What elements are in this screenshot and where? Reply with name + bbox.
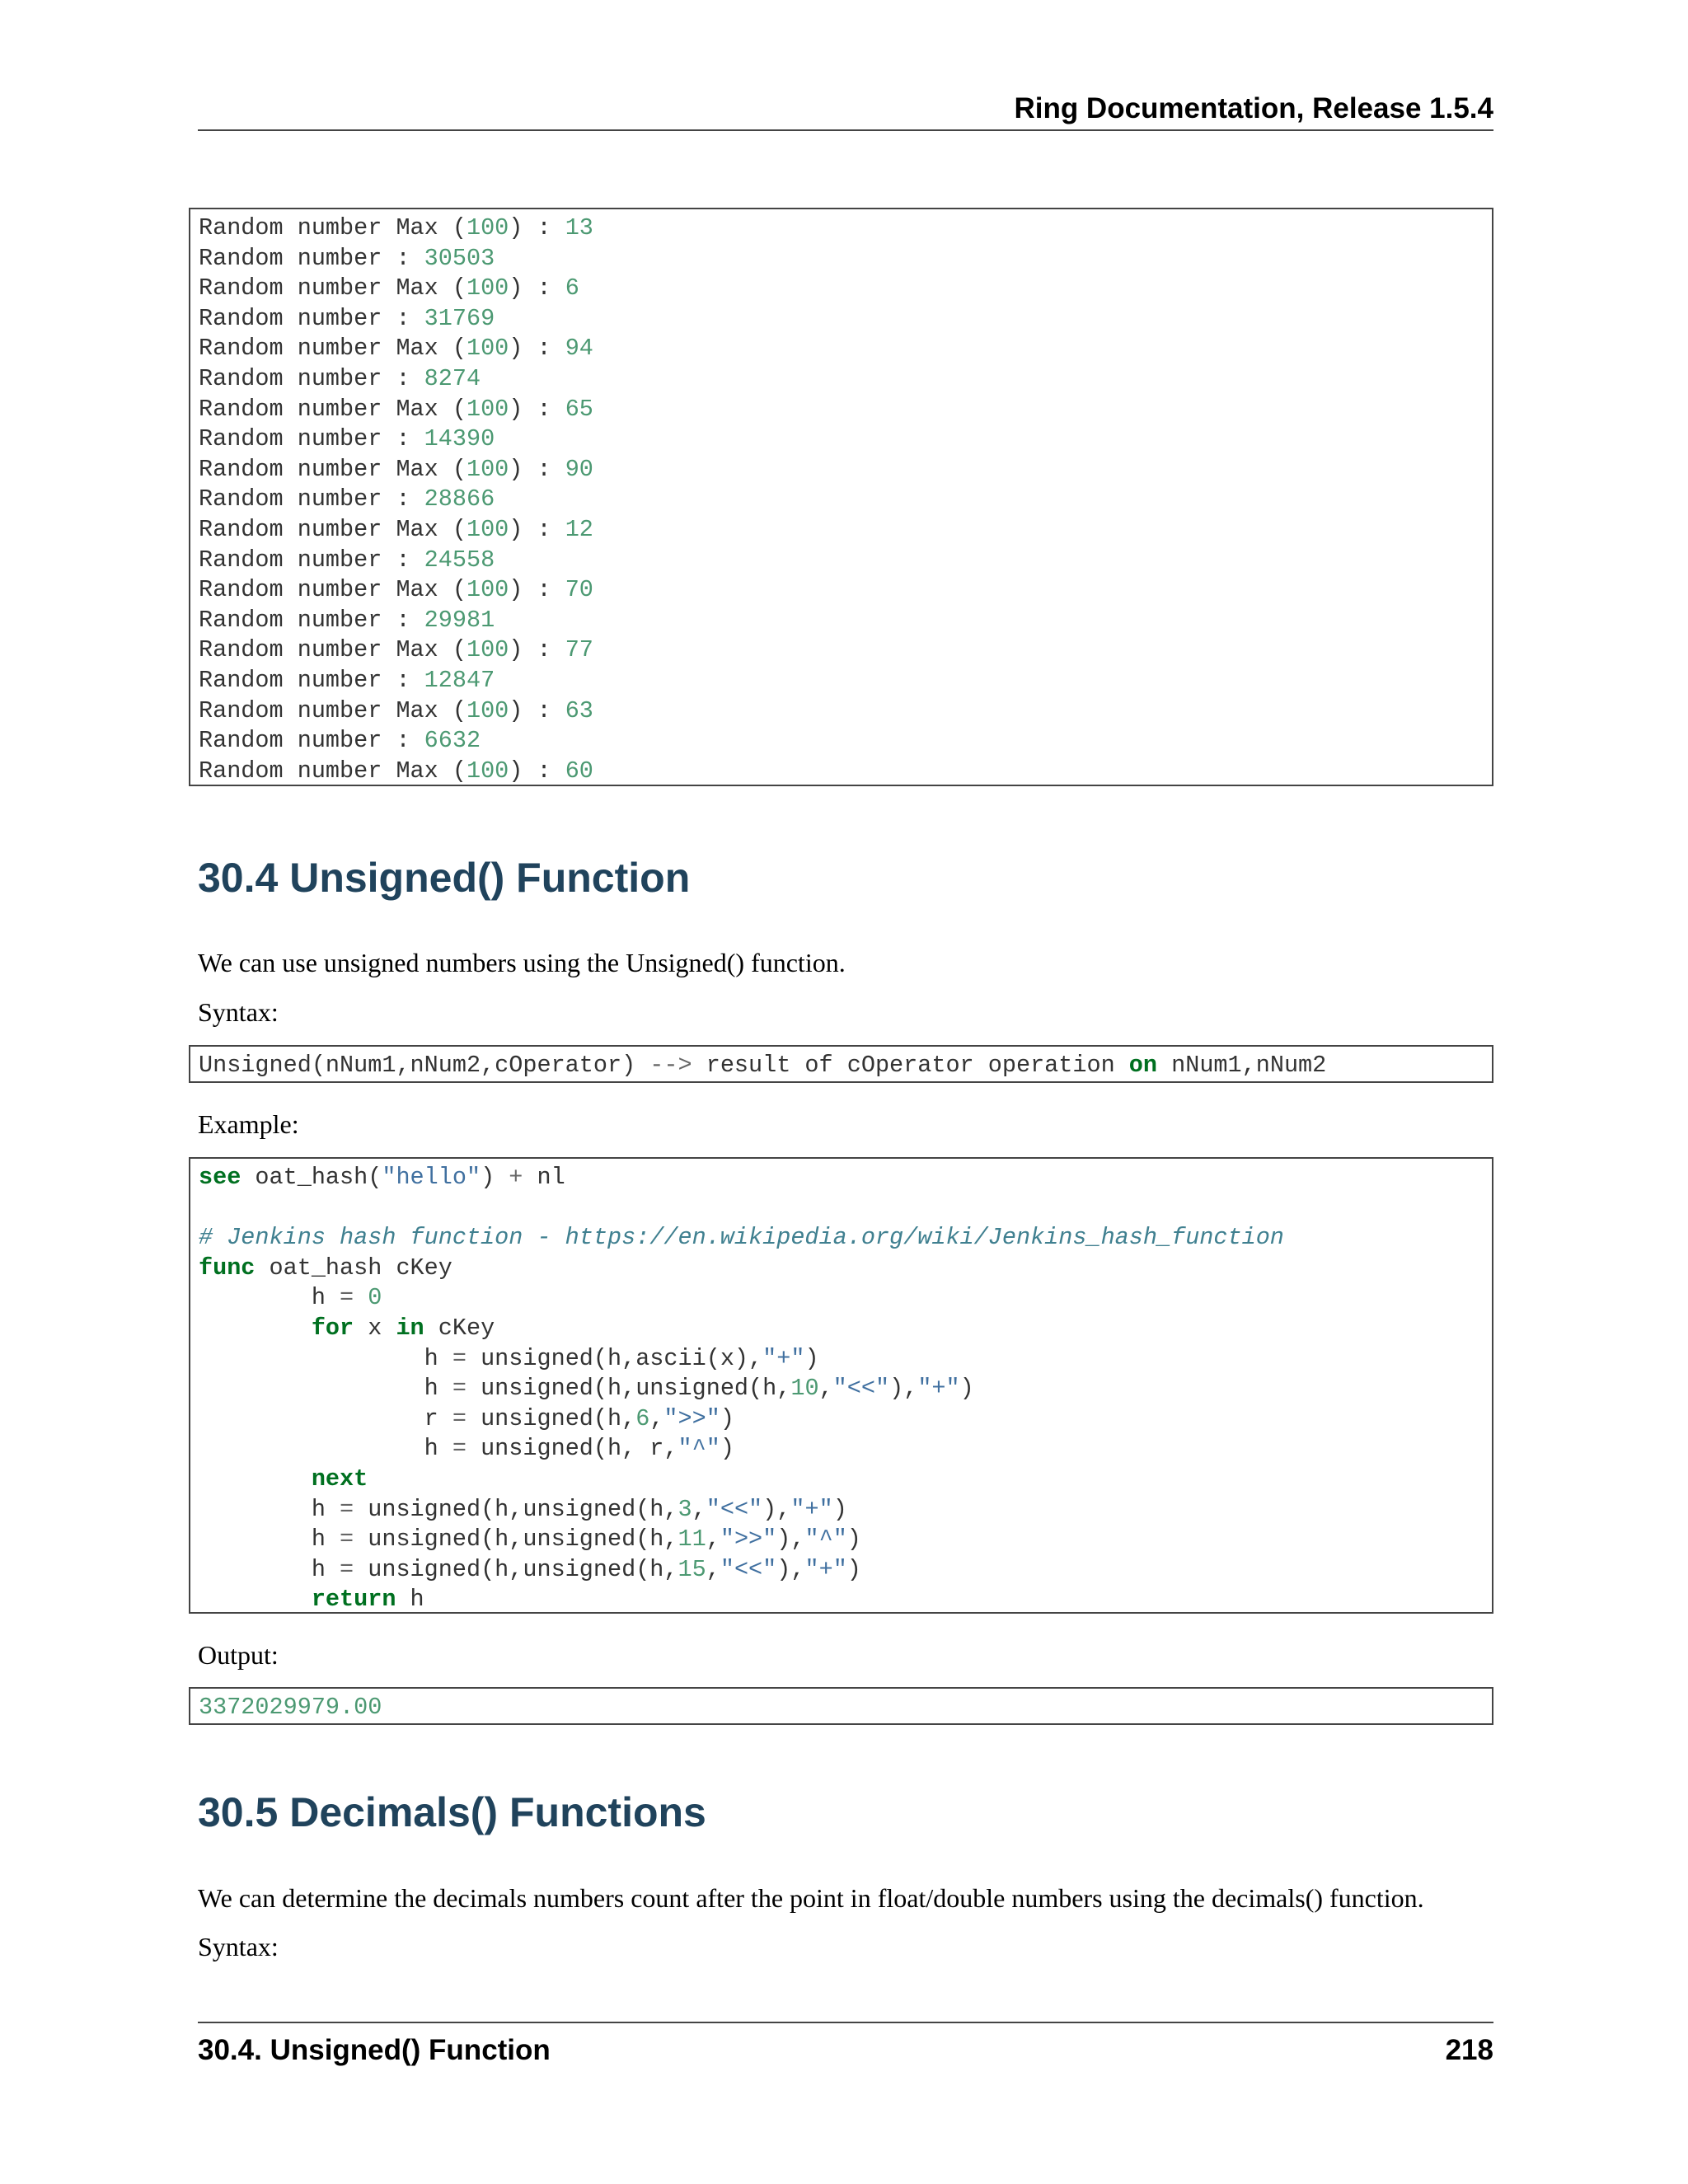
random-output-line: Random number : 6632 <box>199 727 481 755</box>
max-argument: 100 <box>466 636 509 664</box>
code-token-t: , <box>692 1495 706 1523</box>
random-value: 12847 <box>424 666 495 694</box>
syntax-code-after: nNum1,nNum2 <box>1157 1052 1327 1079</box>
code-line <box>199 1224 1284 1251</box>
code-token-op: = <box>340 1526 354 1554</box>
line-label: Random number Max <box>199 515 438 543</box>
random-value: 6 <box>565 274 579 302</box>
code-token-t: unsigned(h, r, <box>466 1435 678 1463</box>
line-label: Random number <box>199 727 382 755</box>
code-line <box>199 1465 368 1493</box>
code-token-t: unsigned(h, <box>466 1404 636 1432</box>
code-token-t: , <box>649 1404 664 1432</box>
code-token-t: unsigned(h,unsigned(h, <box>466 1375 791 1403</box>
code-token-t: ) <box>832 1495 847 1523</box>
random-value: 8274 <box>424 364 481 392</box>
code-token-kw: func <box>199 1254 256 1282</box>
code-token-t: h <box>199 1375 452 1403</box>
code-token-kw: next <box>311 1465 368 1493</box>
code-token-str: "<<" <box>832 1375 890 1403</box>
syntax-code-middle: result of cOperator operation <box>692 1052 1129 1079</box>
code-token-t: x <box>354 1314 396 1342</box>
random-output-line: Random number : 14390 <box>199 425 495 453</box>
document-page <box>198 0 1493 2184</box>
random-value: 63 <box>565 696 593 724</box>
code-token-t: oat_hash( <box>241 1164 382 1191</box>
code-token-op: = <box>452 1435 467 1463</box>
line-label: Random number Max <box>199 274 438 302</box>
code-token-op: = <box>452 1344 467 1372</box>
code-token-t: cKey <box>424 1314 495 1342</box>
random-output-line: Random number Max (100) : 6 <box>199 274 579 302</box>
code-token-t: unsigned(h,ascii(x), <box>466 1344 763 1372</box>
code-line <box>199 1435 734 1462</box>
random-output-line: Random number : 24558 <box>199 546 495 574</box>
random-output-line: Random number Max (100) : 65 <box>199 395 593 423</box>
unsigned-intro-paragraph: We can use unsigned numbers using the Unsigned() function. <box>198 948 846 977</box>
unsigned-output-code <box>190 1689 1492 1723</box>
code-token-cmt: # Jenkins hash function - https://en.wikipedia.org/wiki/Jenkins_hash_function <box>199 1224 1284 1252</box>
line-label: Random number <box>199 364 382 392</box>
code-token-num: 11 <box>678 1526 706 1554</box>
code-token-t: h <box>199 1344 452 1372</box>
code-line <box>199 1315 495 1342</box>
line-label: Random number Max <box>199 576 438 604</box>
syntax-code-keyword: on <box>1128 1052 1158 1079</box>
code-token-t: ) <box>846 1526 861 1554</box>
code-token-num: 10 <box>790 1375 819 1403</box>
code-token-t: , <box>706 1555 720 1583</box>
code-token-kw: in <box>396 1314 424 1342</box>
code-token-t: , <box>818 1375 833 1403</box>
random-value: 60 <box>565 757 593 785</box>
line-label: Random number <box>199 485 382 513</box>
max-argument: 100 <box>466 757 509 785</box>
decimals-intro-paragraph: We can determine the decimals numbers count after the point in float/double numbers using the decimals() function. <box>198 1883 1424 1913</box>
random-value: 31769 <box>424 304 495 332</box>
code-token-str: "+" <box>762 1344 805 1372</box>
code-line <box>199 1496 847 1523</box>
code-token-t: nl <box>523 1164 565 1191</box>
code-line <box>199 1375 974 1402</box>
code-token-t: ), <box>762 1495 791 1523</box>
random-value: 30503 <box>424 244 495 272</box>
code-token-op: = <box>452 1375 467 1403</box>
footer-section-title: 30.4. Unsigned() Function <box>198 2034 551 2066</box>
syntax-code-arrow: --> <box>649 1052 692 1079</box>
code-token-t <box>199 1315 312 1342</box>
random-output-code-block <box>189 208 1493 786</box>
code-token-op: = <box>340 1284 354 1312</box>
line-label: Random number <box>199 425 382 453</box>
code-line <box>199 1405 734 1432</box>
line-label: Random number Max <box>199 335 438 363</box>
code-token-num: 0 <box>368 1284 382 1312</box>
random-output-line: Random number Max (100) : 12 <box>199 515 593 543</box>
random-output-line: Random number Max (100) : 60 <box>199 757 593 785</box>
code-token-str: "^" <box>678 1435 720 1463</box>
unsigned-output-value: 3372029979.00 <box>199 1694 382 1721</box>
line-label: Random number <box>199 666 382 694</box>
code-token-t: unsigned(h,unsigned(h, <box>354 1555 678 1583</box>
code-token-t: unsigned(h,unsigned(h, <box>354 1495 678 1523</box>
random-value: 6632 <box>424 727 481 755</box>
line-label: Random number <box>199 304 382 332</box>
footer-page-number: 218 <box>1445 2034 1493 2066</box>
code-line <box>199 1164 565 1191</box>
code-token-t: oat_hash cKey <box>255 1254 452 1282</box>
random-output-line: Random number Max (100) : 13 <box>199 214 593 241</box>
max-argument: 100 <box>466 576 509 604</box>
code-token-num: 6 <box>635 1404 650 1432</box>
code-token-t: ) <box>804 1344 819 1372</box>
random-output-line: Random number Max (100) : 90 <box>199 455 593 483</box>
syntax-code-before: Unsigned(nNum1,nNum2,cOperator) <box>199 1052 650 1079</box>
random-output-line: Random number : 29981 <box>199 606 495 634</box>
code-token-str: ">>" <box>720 1526 777 1554</box>
code-token-kw: return <box>311 1586 396 1614</box>
unsigned-syntax-code <box>190 1047 1492 1081</box>
random-value: 65 <box>565 395 593 423</box>
random-value: 70 <box>565 576 593 604</box>
running-header-title: Ring Documentation, Release 1.5.4 <box>1014 92 1493 124</box>
random-value: 77 <box>565 636 593 664</box>
code-token-t: ) <box>846 1555 861 1583</box>
random-output-line: Random number Max (100) : 94 <box>199 335 593 363</box>
random-value: 29981 <box>424 606 495 634</box>
random-value: 24558 <box>424 546 495 574</box>
random-value: 90 <box>565 455 593 483</box>
code-token-op: + <box>509 1164 523 1191</box>
code-token-str: "<<" <box>720 1555 777 1583</box>
code-token-str: "hello" <box>382 1164 481 1191</box>
line-label: Random number Max <box>199 757 438 785</box>
random-value: 94 <box>565 335 593 363</box>
section-heading-unsigned: 30.4 Unsigned() Function <box>198 855 691 901</box>
random-output-line: Random number : 8274 <box>199 364 481 392</box>
unsigned-example-code-block <box>189 1157 1493 1614</box>
random-output-line: Random number Max (100) : 63 <box>199 696 593 724</box>
max-argument: 100 <box>466 696 509 724</box>
code-token-t: h <box>199 1495 340 1523</box>
unsigned-syntax-label: Syntax: <box>198 997 279 1027</box>
line-label: Random number Max <box>199 395 438 423</box>
code-line <box>199 1345 819 1372</box>
code-token-t: h <box>199 1284 340 1312</box>
code-token-t: ), <box>889 1375 918 1403</box>
max-argument: 100 <box>466 395 509 423</box>
random-output-code <box>190 209 1492 786</box>
unsigned-output-label: Output: <box>198 1640 279 1670</box>
code-token-str: "+" <box>804 1555 847 1583</box>
max-argument: 100 <box>466 335 509 363</box>
code-line <box>199 1586 424 1613</box>
code-token-t: r <box>199 1404 452 1432</box>
random-output-line: Random number Max (100) : 77 <box>199 636 593 664</box>
line-label: Random number Max <box>199 214 438 241</box>
code-token-t: , <box>706 1526 720 1554</box>
line-label: Random number Max <box>199 636 438 664</box>
footer-rule <box>198 2022 1493 2023</box>
code-token-t: ) <box>959 1375 974 1403</box>
code-token-t: ), <box>776 1555 805 1583</box>
code-token-t: ) <box>720 1404 734 1432</box>
header-rule <box>198 129 1493 131</box>
unsigned-example-label: Example: <box>198 1109 299 1139</box>
code-token-op: = <box>340 1495 354 1523</box>
code-line <box>199 1556 861 1583</box>
random-value: 14390 <box>424 425 495 453</box>
line-label: Random number <box>199 244 382 272</box>
code-token-t <box>199 1465 312 1493</box>
code-token-str: "+" <box>917 1375 960 1403</box>
code-token-t: h <box>199 1435 452 1463</box>
line-label: Random number Max <box>199 455 438 483</box>
code-token-t: h <box>396 1586 424 1614</box>
random-output-line: Random number : 12847 <box>199 666 495 694</box>
code-token-t <box>354 1284 368 1311</box>
max-argument: 100 <box>466 515 509 543</box>
code-line <box>199 1284 382 1311</box>
random-output-line: Random number : 31769 <box>199 304 495 332</box>
code-token-kw: see <box>199 1164 241 1191</box>
code-line <box>199 1526 861 1553</box>
unsigned-output-code-block <box>189 1687 1493 1725</box>
decimals-syntax-label: Syntax: <box>198 1932 279 1961</box>
random-value: 12 <box>565 515 593 543</box>
random-value: 13 <box>565 214 593 241</box>
line-label: Random number Max <box>199 696 438 724</box>
section-heading-decimals: 30.5 Decimals() Functions <box>198 1789 706 1835</box>
unsigned-example-code <box>190 1159 1492 1615</box>
code-token-num: 15 <box>678 1555 706 1583</box>
line-label: Random number <box>199 606 382 634</box>
code-token-num: 3 <box>678 1495 692 1523</box>
random-output-line: Random number Max (100) : 70 <box>199 576 593 604</box>
unsigned-syntax-code-block <box>189 1045 1493 1083</box>
max-argument: 100 <box>466 455 509 483</box>
random-output-line: Random number : 30503 <box>199 244 495 272</box>
code-token-str: "+" <box>790 1495 833 1523</box>
code-token-t: ) <box>720 1435 734 1463</box>
random-output-line: Random number : 28866 <box>199 485 495 513</box>
line-label: Random number <box>199 546 382 574</box>
code-token-op: = <box>340 1555 354 1583</box>
random-value: 28866 <box>424 485 495 513</box>
code-line <box>199 1254 452 1282</box>
code-token-str: ">>" <box>663 1404 720 1432</box>
code-token-t: ), <box>776 1526 805 1554</box>
code-token-t: ) <box>481 1164 509 1191</box>
code-token-t: h <box>199 1555 340 1583</box>
code-token-t: unsigned(h,unsigned(h, <box>354 1526 678 1554</box>
code-token-str: "<<" <box>706 1495 763 1523</box>
max-argument: 100 <box>466 274 509 302</box>
code-token-kw: for <box>311 1314 354 1342</box>
code-token-t <box>199 1586 312 1613</box>
code-token-t: h <box>199 1526 340 1554</box>
max-argument: 100 <box>466 214 509 241</box>
code-token-op: = <box>452 1404 467 1432</box>
code-token-str: "^" <box>804 1526 847 1554</box>
